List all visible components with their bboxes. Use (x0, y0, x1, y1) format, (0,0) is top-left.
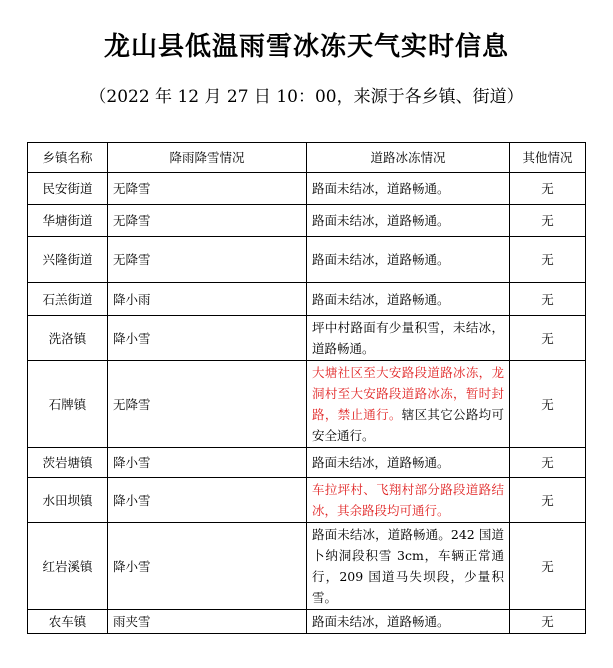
table-row (28, 523, 586, 610)
road-condition-cell: 路面未结冰，道路畅通。 (307, 173, 510, 205)
town-name-cell: 民安街道 (28, 173, 108, 205)
table-row (28, 173, 586, 205)
precipitation-cell: 雨夹雪 (108, 610, 307, 634)
table-header-row (28, 143, 586, 173)
town-name-cell: 洗洛镇 (28, 316, 108, 361)
precipitation-cell: 无降雪 (108, 205, 307, 237)
precipitation-cell: 无降雪 (108, 173, 307, 205)
other-cell: 无 (510, 173, 586, 205)
town-name-cell: 石牌镇 (28, 361, 108, 448)
road-condition-cell: 路面未结冰，道路畅通。 (307, 448, 510, 478)
other-cell: 无 (510, 448, 586, 478)
road-condition-cell: 路面未结冰，道路畅通。242 国道卜纳洞段积雪 3cm，车辆正常通行，209 国道马失坝段，少量积雪。 (307, 523, 510, 610)
table-row (28, 478, 586, 523)
other-cell: 无 (510, 237, 586, 283)
other-cell: 无 (510, 610, 586, 634)
other-cell: 无 (510, 478, 586, 523)
precipitation-cell: 降小雨 (108, 283, 307, 316)
town-name-cell: 华塘街道 (28, 205, 108, 237)
precipitation-cell: 降小雪 (108, 523, 307, 610)
header-town-name: 乡镇名称 (28, 143, 108, 173)
other-cell: 无 (510, 205, 586, 237)
town-name-cell: 水田坝镇 (28, 478, 108, 523)
table-row (28, 361, 586, 448)
table-row (28, 205, 586, 237)
road-condition-cell: 路面未结冰，道路畅通。 (307, 610, 510, 634)
road-normal-text: 辖区其它公路均可安全通行。 (312, 407, 504, 443)
precipitation-cell: 降小雪 (108, 316, 307, 361)
other-cell: 无 (510, 361, 586, 448)
weather-info-table (27, 142, 586, 634)
precipitation-cell: 降小雪 (108, 478, 307, 523)
document-subtitle: （2022 年 12 月 27 日 10：00，来源于各乡镇、街道） (89, 87, 524, 107)
header-other: 其他情况 (510, 143, 586, 173)
road-warning-text: 大塘社区至大安路段道路冰冻，龙洞村至大安路段道路冰冻，暂时封路，禁止通行。 (312, 365, 504, 422)
town-name-cell: 石羔街道 (28, 283, 108, 316)
precipitation-cell: 无降雪 (108, 237, 307, 283)
table-row (28, 237, 586, 283)
other-cell: 无 (510, 283, 586, 316)
document-title: 龙山县低温雨雪冰冻天气实时信息 (103, 32, 509, 62)
road-condition-cell: 坪中村路面有少量积雪，未结冰，道路畅通。 (307, 316, 510, 361)
table-row (28, 316, 586, 361)
road-condition-cell (307, 478, 510, 523)
table-row (28, 283, 586, 316)
header-road-ice: 道路冰冻情况 (307, 143, 510, 173)
other-cell: 无 (510, 523, 586, 610)
town-name-cell: 兴隆街道 (28, 237, 108, 283)
other-cell: 无 (510, 316, 586, 361)
table-row (28, 610, 586, 634)
road-condition-cell (307, 361, 510, 448)
road-condition-cell: 路面未结冰，道路畅通。 (307, 205, 510, 237)
road-warning-text: 车拉坪村、飞翔村部分路段道路结冰，其余路段均可通行。 (312, 482, 504, 518)
town-name-cell: 茨岩塘镇 (28, 448, 108, 478)
town-name-cell: 农车镇 (28, 610, 108, 634)
town-name-cell: 红岩溪镇 (28, 523, 108, 610)
header-precipitation: 降雨降雪情况 (108, 143, 307, 173)
table-row (28, 448, 586, 478)
road-condition-cell: 路面未结冰，道路畅通。 (307, 283, 510, 316)
precipitation-cell: 无降雪 (108, 361, 307, 448)
road-condition-cell: 路面未结冰，道路畅通。 (307, 237, 510, 283)
precipitation-cell: 降小雪 (108, 448, 307, 478)
